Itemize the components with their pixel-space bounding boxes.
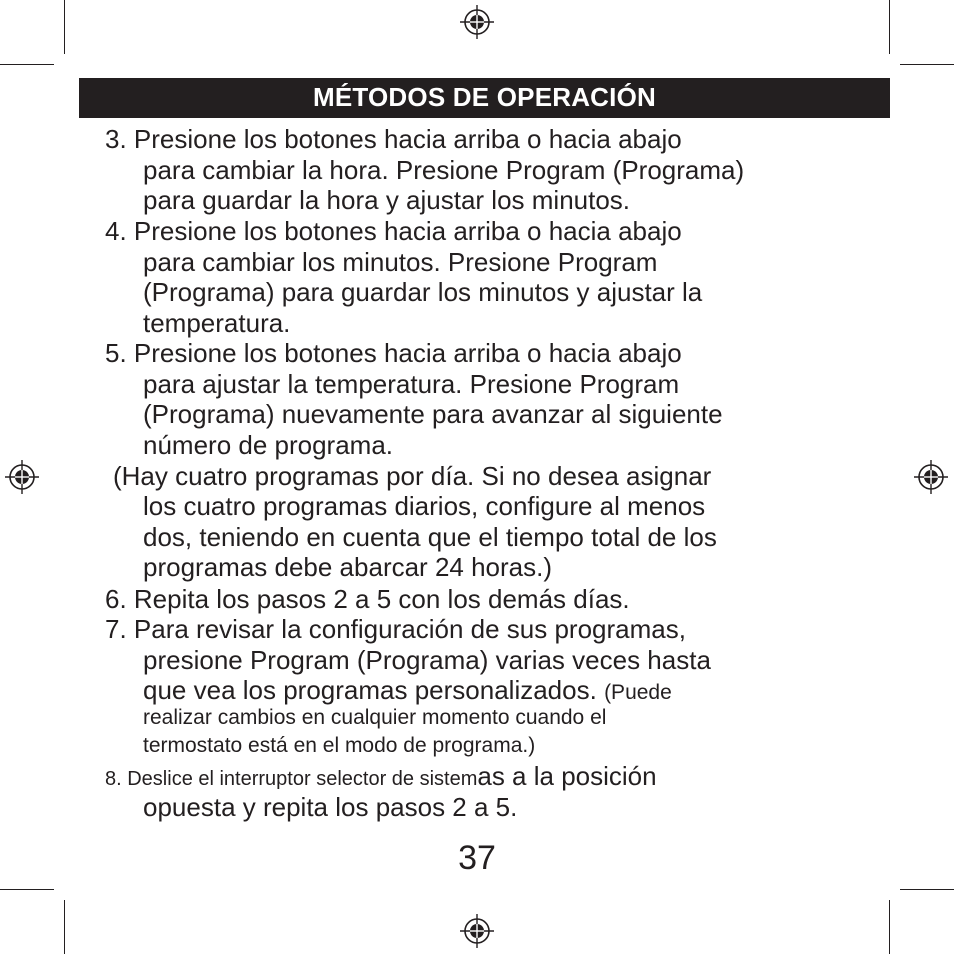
crop-mark-bottom-right — [889, 900, 890, 954]
step-5-line-3: (Programa) nuevamente para avanzar al siguiente — [143, 399, 723, 429]
registration-mark-bottom-icon — [460, 914, 494, 948]
crop-mark-top-left — [0, 64, 54, 65]
step-4-line-2: para cambiar los minutos. Presione Program — [143, 247, 658, 277]
step-7-line-3-main: que vea los programas personalizados. — [143, 675, 597, 705]
registration-mark-left-icon — [5, 460, 39, 494]
section-title: MÉTODOS DE OPERACIÓN — [312, 81, 656, 112]
note-line-1: (Hay cuatro programas por día. Si no desea asignar — [113, 461, 712, 491]
step-8-line-1-small: 8. Deslice el interruptor selector de sistem — [105, 768, 478, 790]
step-4-line-4: temperatura. — [143, 308, 291, 338]
step-7-line-2: presione Program (Programa) varias veces hasta — [143, 645, 711, 675]
step-5-line-4: número de programa. — [143, 430, 394, 460]
crop-mark-top-left — [64, 0, 65, 54]
registration-mark-top-icon — [460, 5, 494, 39]
crop-mark-bottom-left — [64, 900, 65, 954]
step-8-line-1-main: as a la posición — [477, 761, 657, 791]
note-line-2: los cuatro programas diarios, configure al menos — [143, 491, 706, 521]
step-3-line-2: para cambiar la hora. Presione Program (Programa) — [143, 155, 745, 185]
crop-mark-bottom-left — [0, 889, 54, 890]
crop-mark-top-right — [900, 64, 954, 65]
step-3-line-3: para guardar la hora y ajustar los minutos. — [143, 185, 631, 215]
step-5-line-1: 5. Presione los botones hacia arriba o hacia abajo — [105, 338, 682, 368]
note-line-3: dos, teniendo en cuenta que el tiempo total de los — [143, 522, 717, 552]
step-4-line-1: 4. Presione los botones hacia arriba o hacia abajo — [105, 216, 682, 246]
page-number: 37 — [458, 839, 496, 877]
step-5-line-2: para ajustar la temperatura. Presione Program — [143, 369, 680, 399]
step-8-line-2: opuesta y repita los pasos 2 a 5. — [143, 792, 518, 822]
step-7-line-3-note: (Puede — [604, 681, 672, 704]
step-3-line-1: 3. Presione los botones hacia arriba o hacia abajo — [105, 124, 682, 154]
step-4-line-3: (Programa) para guardar los minutos y ajustar la — [143, 277, 703, 307]
step-7-line-4: realizar cambios en cualquier momento cuando el — [143, 706, 607, 729]
crop-mark-top-right — [889, 0, 890, 54]
step-7-line-1: 7. Para revisar la configuración de sus programas, — [105, 614, 686, 644]
note-line-4: programas debe abarcar 24 horas.) — [143, 552, 553, 582]
step-7-line-5: termostato está en el modo de programa.) — [143, 734, 536, 757]
step-8-line-1 — [105, 761, 657, 794]
section-header — [79, 78, 890, 118]
crop-mark-bottom-right — [900, 889, 954, 890]
registration-mark-right-icon — [914, 460, 948, 494]
step-6-line-1: 6. Repita los pasos 2 a 5 con los demás días. — [105, 584, 630, 614]
